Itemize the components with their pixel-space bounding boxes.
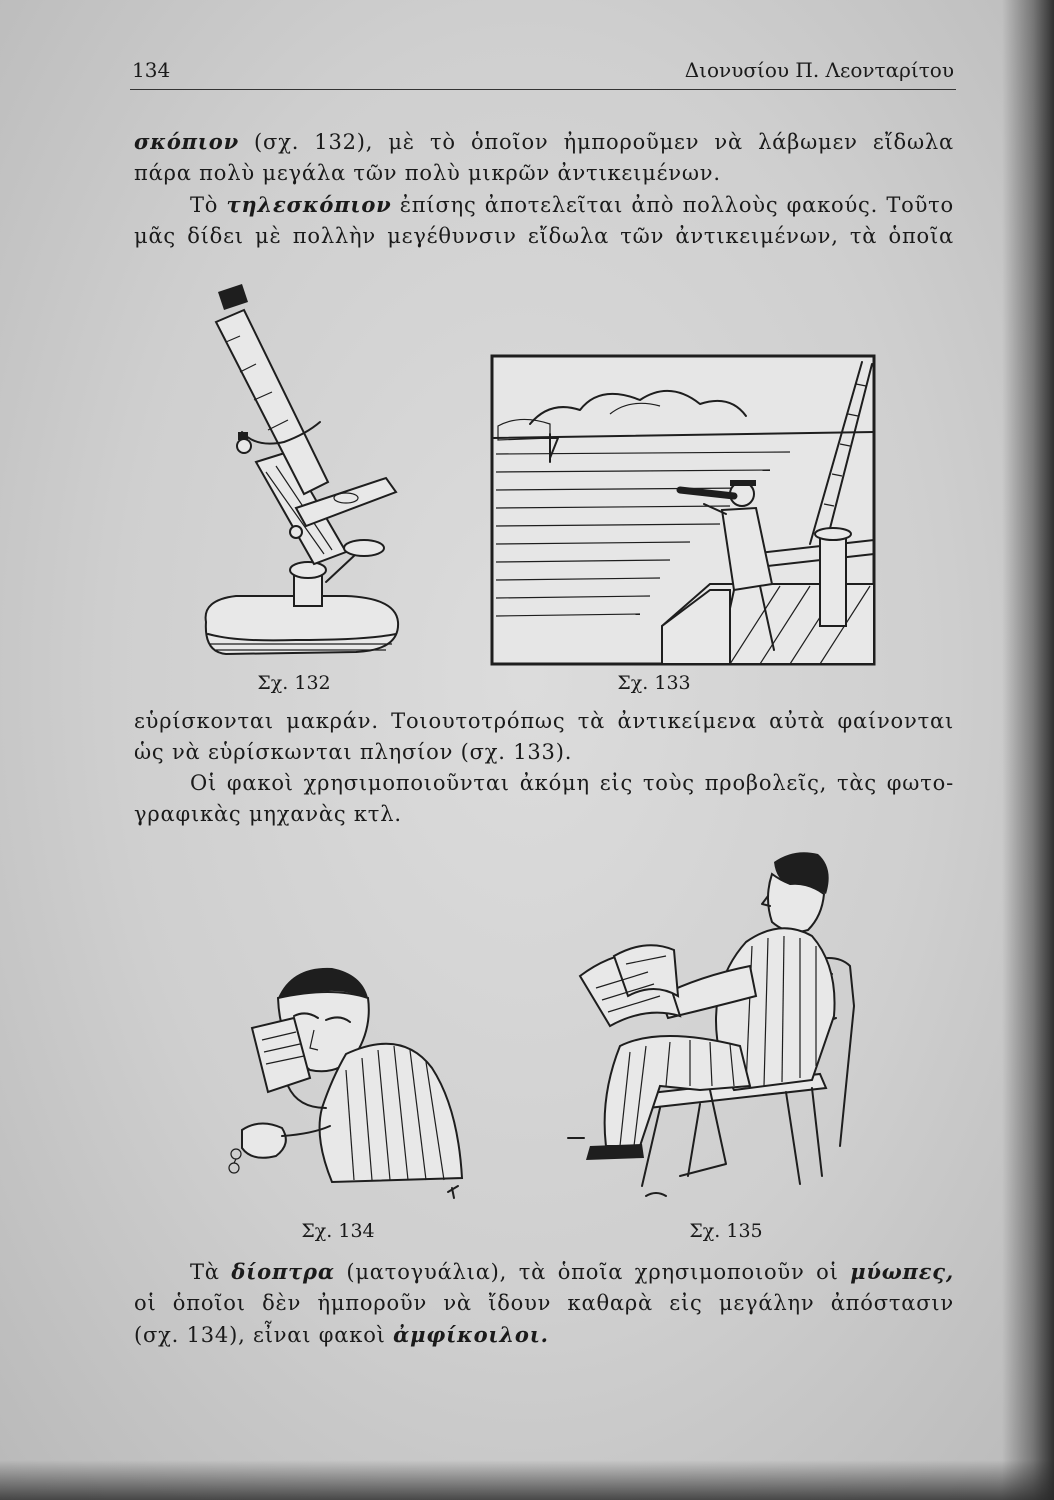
myopic-reader-illustration bbox=[222, 958, 472, 1208]
figure-134 bbox=[222, 958, 472, 1208]
figure-133 bbox=[490, 354, 876, 666]
page-header bbox=[132, 58, 954, 88]
text-line: σκόπιον (σχ. 132), μὲ τὸ ὁποῖον ἠμποροῦμεν νὰ λάβωμεν εἴδωλα bbox=[134, 129, 954, 154]
figure-135 bbox=[550, 846, 870, 1208]
text-line: εὑρίσκονται μακράν. Τοιουτοτρόπως τὰ ἀντικείμενα αὐτὰ φαίνονται bbox=[134, 709, 954, 733]
term-microscope: σκόπιον bbox=[134, 129, 239, 154]
term-telescope: τηλεσκόπιον bbox=[226, 192, 392, 217]
text-line: Τὰ δίοπτρα (ματογυάλια), τὰ ὁποῖα χρησιμοποιοῦν οἱ μύωπες, bbox=[190, 1259, 954, 1284]
caption-fig-135: Σχ. 135 bbox=[689, 1220, 763, 1242]
term-myopes: μύωπες, bbox=[850, 1259, 954, 1284]
text-line: γραφικὰς μηχανὰς κτλ. bbox=[134, 802, 402, 826]
text-line: οἱ ὁποῖοι δὲν ἠμποροῦν νὰ ἴδουν καθαρὰ εἰς μεγάλην ἀπόστασιν bbox=[134, 1291, 954, 1315]
text-line: ὡς νὰ εὑρίσκωνται πλησίον (σχ. 133). bbox=[134, 740, 573, 764]
caption-fig-133: Σχ. 133 bbox=[617, 672, 691, 694]
term-dioptra: δίοπτρα bbox=[231, 1259, 335, 1284]
term-biconcave: ἀμφίκοιλοι. bbox=[393, 1322, 549, 1347]
page-bottom-shadow bbox=[0, 1460, 1054, 1500]
text-block-top bbox=[134, 126, 954, 252]
figure-132 bbox=[196, 282, 406, 672]
text-line: Τὸ τηλεσκόπιον ἐπίσης ἀποτελεῖται ἀπὸ πολλοὺς φακούς. Τοῦτο bbox=[190, 192, 954, 217]
sailor-telescope-illustration bbox=[490, 354, 876, 666]
text-line: μᾶς δίδει μὲ πολλὴν μεγέθυνσιν εἴδωλα τῶν ἀντικειμένων, τὰ ὁποῖα bbox=[134, 224, 954, 248]
man-reading-newspaper-illustration bbox=[550, 846, 870, 1208]
caption-fig-132: Σχ. 132 bbox=[257, 672, 331, 694]
text-block-middle bbox=[134, 706, 954, 830]
header-rule bbox=[130, 89, 956, 90]
text-block-bottom bbox=[134, 1256, 954, 1351]
caption-fig-134: Σχ. 134 bbox=[301, 1220, 375, 1242]
text-line: (σχ. 134), εἶναι φακοὶ ἀμφίκοιλοι. bbox=[134, 1322, 549, 1347]
running-head: Διονυσίου Π. Λεονταρίτου bbox=[684, 58, 954, 82]
text-line: πάρα πολὺ μεγάλα τῶν πολὺ μικρῶν ἀντικειμένων. bbox=[134, 161, 721, 185]
text-line: Οἱ φακοὶ χρησιμοποιοῦνται ἀκόμη εἰς τοὺς προβολεῖς, τὰς φωτο- bbox=[190, 771, 954, 795]
microscope-illustration bbox=[196, 282, 406, 672]
page-edge-shadow bbox=[1002, 0, 1054, 1500]
page-number: 134 bbox=[132, 58, 171, 82]
